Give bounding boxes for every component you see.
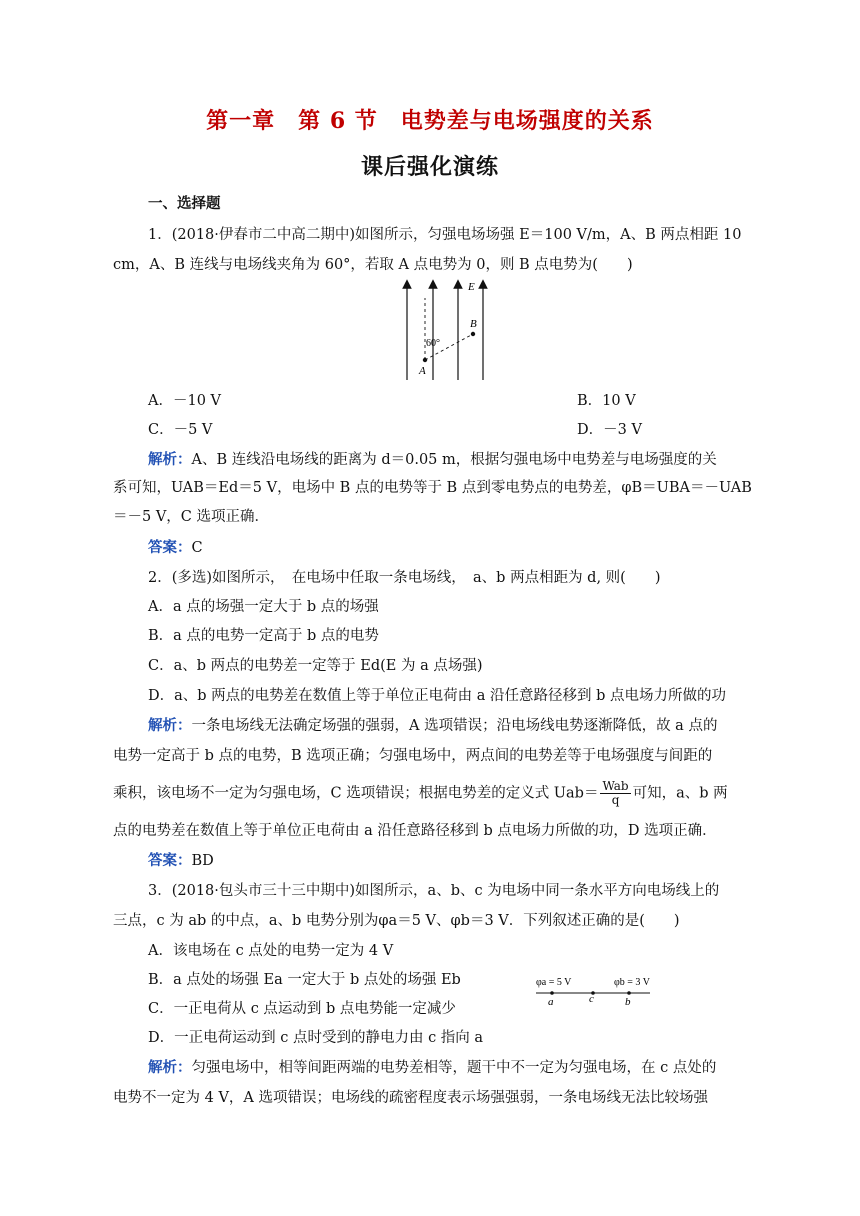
q1-analysis-line2: 系可知，UAB＝Ed＝5 V，电场中 B 点的电势等于 B 点到零电势点的电势差，φB＝UBA＝－UAB (113, 480, 752, 496)
q1-answer: 答案：C (148, 539, 203, 556)
page-title: 第一章 第 6 节 电势差与电场强度的关系 (206, 108, 654, 134)
q3-analysis-line2: 电势不一定为 4 V，A 选项错误；电场线的疏密程度表示场强强弱，一条电场线无法比较场强 (113, 1090, 708, 1106)
q1-option-c: C．－5 V (148, 422, 213, 438)
point-b (627, 991, 631, 995)
q1-option-b: B．10 V (577, 393, 636, 409)
label-angle: 60° (426, 338, 440, 349)
q2-option-a: A．a 点的场强一定大于 b 点的场强 (148, 599, 379, 615)
formula-fraction: $\frac{\text{Wab}}{q}$ (602, 779, 629, 807)
point-a (550, 991, 554, 995)
label-c: c (589, 993, 594, 1005)
label-b: b (625, 996, 631, 1008)
section-heading: 一、选择题 (148, 195, 221, 212)
q2-option-d: D．a、b 两点的电势差在数值上等于单位正电荷由 a 沿任意路径移到 b 点电场力所做的功 (148, 688, 727, 704)
q3-option-b: B．a 点处的场强 Ea 一定大于 b 点处的场强 Eb (148, 972, 461, 988)
q1-analysis-line1: 解析：A、B 连线沿电场线的距离为 d＝0.05 m，根据匀强电场中电势差与电场强度的关 (148, 451, 717, 468)
point-a (423, 358, 427, 362)
analysis-label: 解析： (148, 451, 192, 468)
q2-answer: 答案：BD (148, 852, 214, 869)
answer-label: 答案： (148, 539, 192, 556)
label-b: B (470, 318, 477, 330)
q2-analysis-line4: 点的电势差在数值上等于单位正电荷由 a 沿任意路径移到 b 点电场力所做的功，D 选项正确． (113, 823, 717, 839)
q3-option-c: C．一正电荷从 c 点运动到 b 点电势能一定减少 (148, 1001, 456, 1017)
q1-option-d: D．－3 V (577, 422, 642, 438)
phi-b-label: φb = 3 V (614, 977, 650, 988)
q1-option-a: A．－10 V (148, 393, 222, 409)
phi-a-label: φa = 5 V (536, 977, 572, 988)
q2-analysis-line3: 乘积，该电场不一定为匀强电场，C 选项错误；根据电势差的定义式 Uab＝ $\frac{\text{Wab}}{q}$ 可知，a、b 两 (113, 779, 728, 807)
q1-stem-line2: cm，A、B 连线与电场线夹角为 60°，若取 A 点电势为 0，则 B 点电势为( ) (113, 257, 633, 273)
q3-stem-line1: 3．(2018·包头市三十三中期中)如图所示，a、b、c 为电场中同一条水平方向电场线上的 (148, 883, 720, 899)
q1-field-diagram (395, 278, 495, 384)
q3-field-line-diagram (532, 972, 657, 1008)
q3-analysis-line1: 解析：匀强电场中，相等间距两端的电势差相等，题干中不一定为匀强电场，在 c 点处的 (148, 1059, 717, 1076)
q3-option-a: A．该电场在 c 点处的电势一定为 4 V (148, 943, 394, 959)
q1-stem-line1: 1．(2018·伊春市二中高二期中)如图所示，匀强电场场强 E＝100 V/m，A、B 两点相距 10 (148, 227, 742, 243)
label-a: A (419, 365, 426, 377)
q2-option-b: B．a 点的电势一定高于 b 点的电势 (148, 628, 379, 644)
point-b (471, 332, 475, 336)
q3-option-d: D．一正电荷运动到 c 点时受到的静电力由 c 指向 a (148, 1030, 484, 1046)
q2-analysis-line1: 解析：一条电场线无法确定场强的强弱，A 选项错误；沿电场线电势逐渐降低，故 a 点的 (148, 717, 718, 734)
q2-option-c: C．a、b 两点的电势差一定等于 Ed(E 为 a 点场强) (148, 658, 483, 674)
q2-stem: 2．(多选)如图所示， 在电场中任取一条电场线， a、b 两点相距为 d, 则( ) (148, 570, 661, 586)
q3-stem-line2: 三点，c 为 ab 的中点，a、b 电势分别为φa＝5 V、φb＝3 V．下列叙述正确的是( ) (113, 913, 680, 929)
q2-analysis-line2: 电势一定高于 b 点的电势，B 选项正确；匀强电场中，两点间的电势差等于电场强度与间距的 (113, 748, 713, 764)
page-subtitle: 课后强化演练 (360, 154, 499, 180)
label-e: E (468, 281, 475, 293)
label-a: a (548, 996, 554, 1008)
q1-analysis-line3: ＝－5 V，C 选项正确． (113, 509, 270, 525)
